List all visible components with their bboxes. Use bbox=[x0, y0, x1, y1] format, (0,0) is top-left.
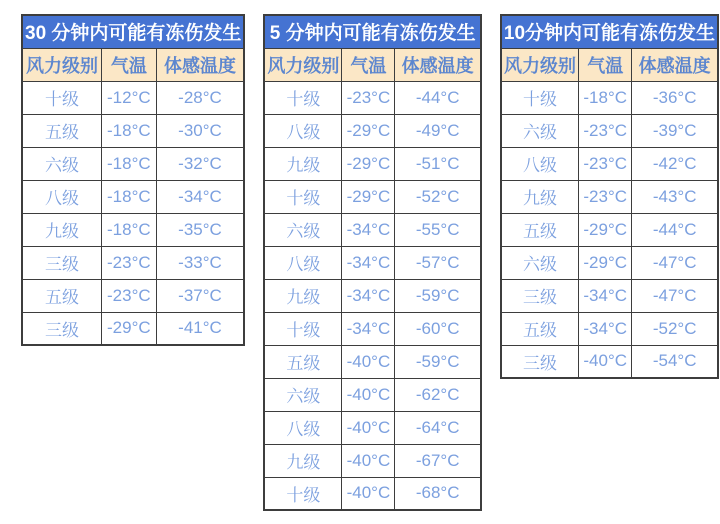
wind-level-cell: 九级 bbox=[264, 279, 342, 312]
wind-level-cell: 十级 bbox=[264, 81, 342, 114]
table-title: 10分钟内可能有冻伤发生 bbox=[501, 15, 718, 48]
wind-level-cell: 五级 bbox=[501, 213, 579, 246]
feels-like-cell: -59°C bbox=[395, 345, 481, 378]
temperature-cell: -40°C bbox=[342, 411, 395, 444]
frostbite-table-5min bbox=[263, 14, 482, 511]
wind-level-cell: 八级 bbox=[264, 114, 342, 147]
feels-like-cell: -60°C bbox=[395, 312, 481, 345]
feels-like-cell: -37°C bbox=[156, 279, 244, 312]
wind-level-cell: 八级 bbox=[501, 147, 579, 180]
wind-level-cell: 九级 bbox=[264, 147, 342, 180]
temperature-cell: -29°C bbox=[579, 246, 632, 279]
feels-like-cell: -44°C bbox=[395, 81, 481, 114]
wind-level-cell: 三级 bbox=[501, 345, 579, 378]
table-row bbox=[501, 246, 718, 279]
wind-level-cell: 八级 bbox=[22, 180, 102, 213]
feels-like-cell: -52°C bbox=[632, 312, 718, 345]
feels-like-cell: -28°C bbox=[156, 81, 244, 114]
temperature-cell: -34°C bbox=[342, 213, 395, 246]
feels-like-cell: -47°C bbox=[632, 279, 718, 312]
feels-like-cell: -55°C bbox=[395, 213, 481, 246]
table-row bbox=[22, 180, 244, 213]
temperature-cell: -18°C bbox=[579, 81, 632, 114]
wind-level-cell: 六级 bbox=[501, 114, 579, 147]
temperature-cell: -40°C bbox=[342, 477, 395, 510]
temperature-cell: -18°C bbox=[102, 180, 156, 213]
col-header-feels-like: 体感温度 bbox=[395, 48, 481, 81]
table-row bbox=[501, 81, 718, 114]
table-row bbox=[501, 213, 718, 246]
table-header-row bbox=[264, 48, 481, 81]
table-row bbox=[264, 81, 481, 114]
feels-like-cell: -47°C bbox=[632, 246, 718, 279]
temperature-cell: -23°C bbox=[102, 279, 156, 312]
table-header-row bbox=[501, 48, 718, 81]
wind-level-cell: 九级 bbox=[264, 444, 342, 477]
table-body bbox=[501, 81, 718, 378]
temperature-cell: -18°C bbox=[102, 213, 156, 246]
wind-level-cell: 十级 bbox=[264, 180, 342, 213]
table-row bbox=[264, 147, 481, 180]
wind-level-cell: 十级 bbox=[264, 477, 342, 510]
temperature-cell: -12°C bbox=[102, 81, 156, 114]
table-row bbox=[264, 444, 481, 477]
wind-level-cell: 五级 bbox=[264, 345, 342, 378]
col-header-feels-like: 体感温度 bbox=[156, 48, 244, 81]
table-title-row bbox=[22, 15, 244, 48]
col-header-temperature: 气温 bbox=[102, 48, 156, 81]
wind-level-cell: 五级 bbox=[22, 114, 102, 147]
feels-like-cell: -62°C bbox=[395, 378, 481, 411]
table-row bbox=[264, 411, 481, 444]
temperature-cell: -23°C bbox=[342, 81, 395, 114]
table-body bbox=[264, 81, 481, 510]
table-body bbox=[22, 81, 244, 345]
feels-like-cell: -33°C bbox=[156, 246, 244, 279]
temperature-cell: -40°C bbox=[342, 444, 395, 477]
col-header-feels-like: 体感温度 bbox=[632, 48, 718, 81]
table-row bbox=[264, 213, 481, 246]
table-row bbox=[501, 147, 718, 180]
feels-like-cell: -32°C bbox=[156, 147, 244, 180]
temperature-cell: -34°C bbox=[342, 246, 395, 279]
temperature-cell: -40°C bbox=[579, 345, 632, 378]
temperature-cell: -34°C bbox=[579, 312, 632, 345]
temperature-cell: -29°C bbox=[342, 114, 395, 147]
feels-like-cell: -34°C bbox=[156, 180, 244, 213]
table-row bbox=[264, 477, 481, 510]
feels-like-cell: -52°C bbox=[395, 180, 481, 213]
frostbite-table-30min bbox=[21, 14, 245, 346]
table-row bbox=[264, 378, 481, 411]
frostbite-table-10min bbox=[500, 14, 719, 379]
table-row bbox=[264, 114, 481, 147]
table-row bbox=[22, 246, 244, 279]
table-title: 5 分钟内可能有冻伤发生 bbox=[264, 15, 481, 48]
temperature-cell: -18°C bbox=[102, 114, 156, 147]
feels-like-cell: -59°C bbox=[395, 279, 481, 312]
table-row bbox=[22, 213, 244, 246]
wind-level-cell: 三级 bbox=[22, 246, 102, 279]
wind-level-cell: 九级 bbox=[501, 180, 579, 213]
table-row bbox=[501, 114, 718, 147]
feels-like-cell: -68°C bbox=[395, 477, 481, 510]
feels-like-cell: -30°C bbox=[156, 114, 244, 147]
table-row bbox=[264, 279, 481, 312]
temperature-cell: -29°C bbox=[342, 180, 395, 213]
temperature-cell: -34°C bbox=[342, 279, 395, 312]
wind-level-cell: 六级 bbox=[501, 246, 579, 279]
wind-level-cell: 五级 bbox=[22, 279, 102, 312]
wind-level-cell: 十级 bbox=[501, 81, 579, 114]
feels-like-cell: -39°C bbox=[632, 114, 718, 147]
table-row bbox=[501, 279, 718, 312]
feels-like-cell: -67°C bbox=[395, 444, 481, 477]
col-header-temperature: 气温 bbox=[579, 48, 632, 81]
table-row bbox=[264, 180, 481, 213]
feels-like-cell: -44°C bbox=[632, 213, 718, 246]
wind-level-cell: 三级 bbox=[501, 279, 579, 312]
col-header-wind-level: 风力级别 bbox=[264, 48, 342, 81]
table-row bbox=[264, 246, 481, 279]
temperature-cell: -29°C bbox=[342, 147, 395, 180]
col-header-wind-level: 风力级别 bbox=[22, 48, 102, 81]
table-row bbox=[264, 345, 481, 378]
feels-like-cell: -57°C bbox=[395, 246, 481, 279]
table-title-row bbox=[501, 15, 718, 48]
table-row bbox=[264, 312, 481, 345]
table-row bbox=[501, 180, 718, 213]
wind-level-cell: 六级 bbox=[264, 378, 342, 411]
temperature-cell: -23°C bbox=[579, 114, 632, 147]
temperature-cell: -40°C bbox=[342, 345, 395, 378]
temperature-cell: -34°C bbox=[342, 312, 395, 345]
wind-level-cell: 八级 bbox=[264, 246, 342, 279]
table-row bbox=[501, 312, 718, 345]
table-row bbox=[22, 279, 244, 312]
feels-like-cell: -36°C bbox=[632, 81, 718, 114]
table-title: 30 分钟内可能有冻伤发生 bbox=[22, 15, 244, 48]
wind-level-cell: 九级 bbox=[22, 213, 102, 246]
table-row bbox=[22, 114, 244, 147]
temperature-cell: -40°C bbox=[342, 378, 395, 411]
feels-like-cell: -42°C bbox=[632, 147, 718, 180]
wind-level-cell: 五级 bbox=[501, 312, 579, 345]
feels-like-cell: -54°C bbox=[632, 345, 718, 378]
wind-level-cell: 三级 bbox=[22, 312, 102, 345]
feels-like-cell: -49°C bbox=[395, 114, 481, 147]
wind-level-cell: 十级 bbox=[22, 81, 102, 114]
frostbite-tables-row bbox=[21, 14, 720, 511]
feels-like-cell: -35°C bbox=[156, 213, 244, 246]
wind-level-cell: 六级 bbox=[264, 213, 342, 246]
col-header-wind-level: 风力级别 bbox=[501, 48, 579, 81]
feels-like-cell: -64°C bbox=[395, 411, 481, 444]
temperature-cell: -23°C bbox=[579, 147, 632, 180]
table-row bbox=[22, 312, 244, 345]
wind-level-cell: 八级 bbox=[264, 411, 342, 444]
table-title-row bbox=[264, 15, 481, 48]
table-header-row bbox=[22, 48, 244, 81]
temperature-cell: -23°C bbox=[102, 246, 156, 279]
temperature-cell: -29°C bbox=[102, 312, 156, 345]
feels-like-cell: -41°C bbox=[156, 312, 244, 345]
temperature-cell: -29°C bbox=[579, 213, 632, 246]
col-header-temperature: 气温 bbox=[342, 48, 395, 81]
temperature-cell: -18°C bbox=[102, 147, 156, 180]
feels-like-cell: -43°C bbox=[632, 180, 718, 213]
temperature-cell: -23°C bbox=[579, 180, 632, 213]
wind-level-cell: 十级 bbox=[264, 312, 342, 345]
table-row bbox=[501, 345, 718, 378]
table-row bbox=[22, 147, 244, 180]
temperature-cell: -34°C bbox=[579, 279, 632, 312]
feels-like-cell: -51°C bbox=[395, 147, 481, 180]
table-row bbox=[22, 81, 244, 114]
wind-level-cell: 六级 bbox=[22, 147, 102, 180]
